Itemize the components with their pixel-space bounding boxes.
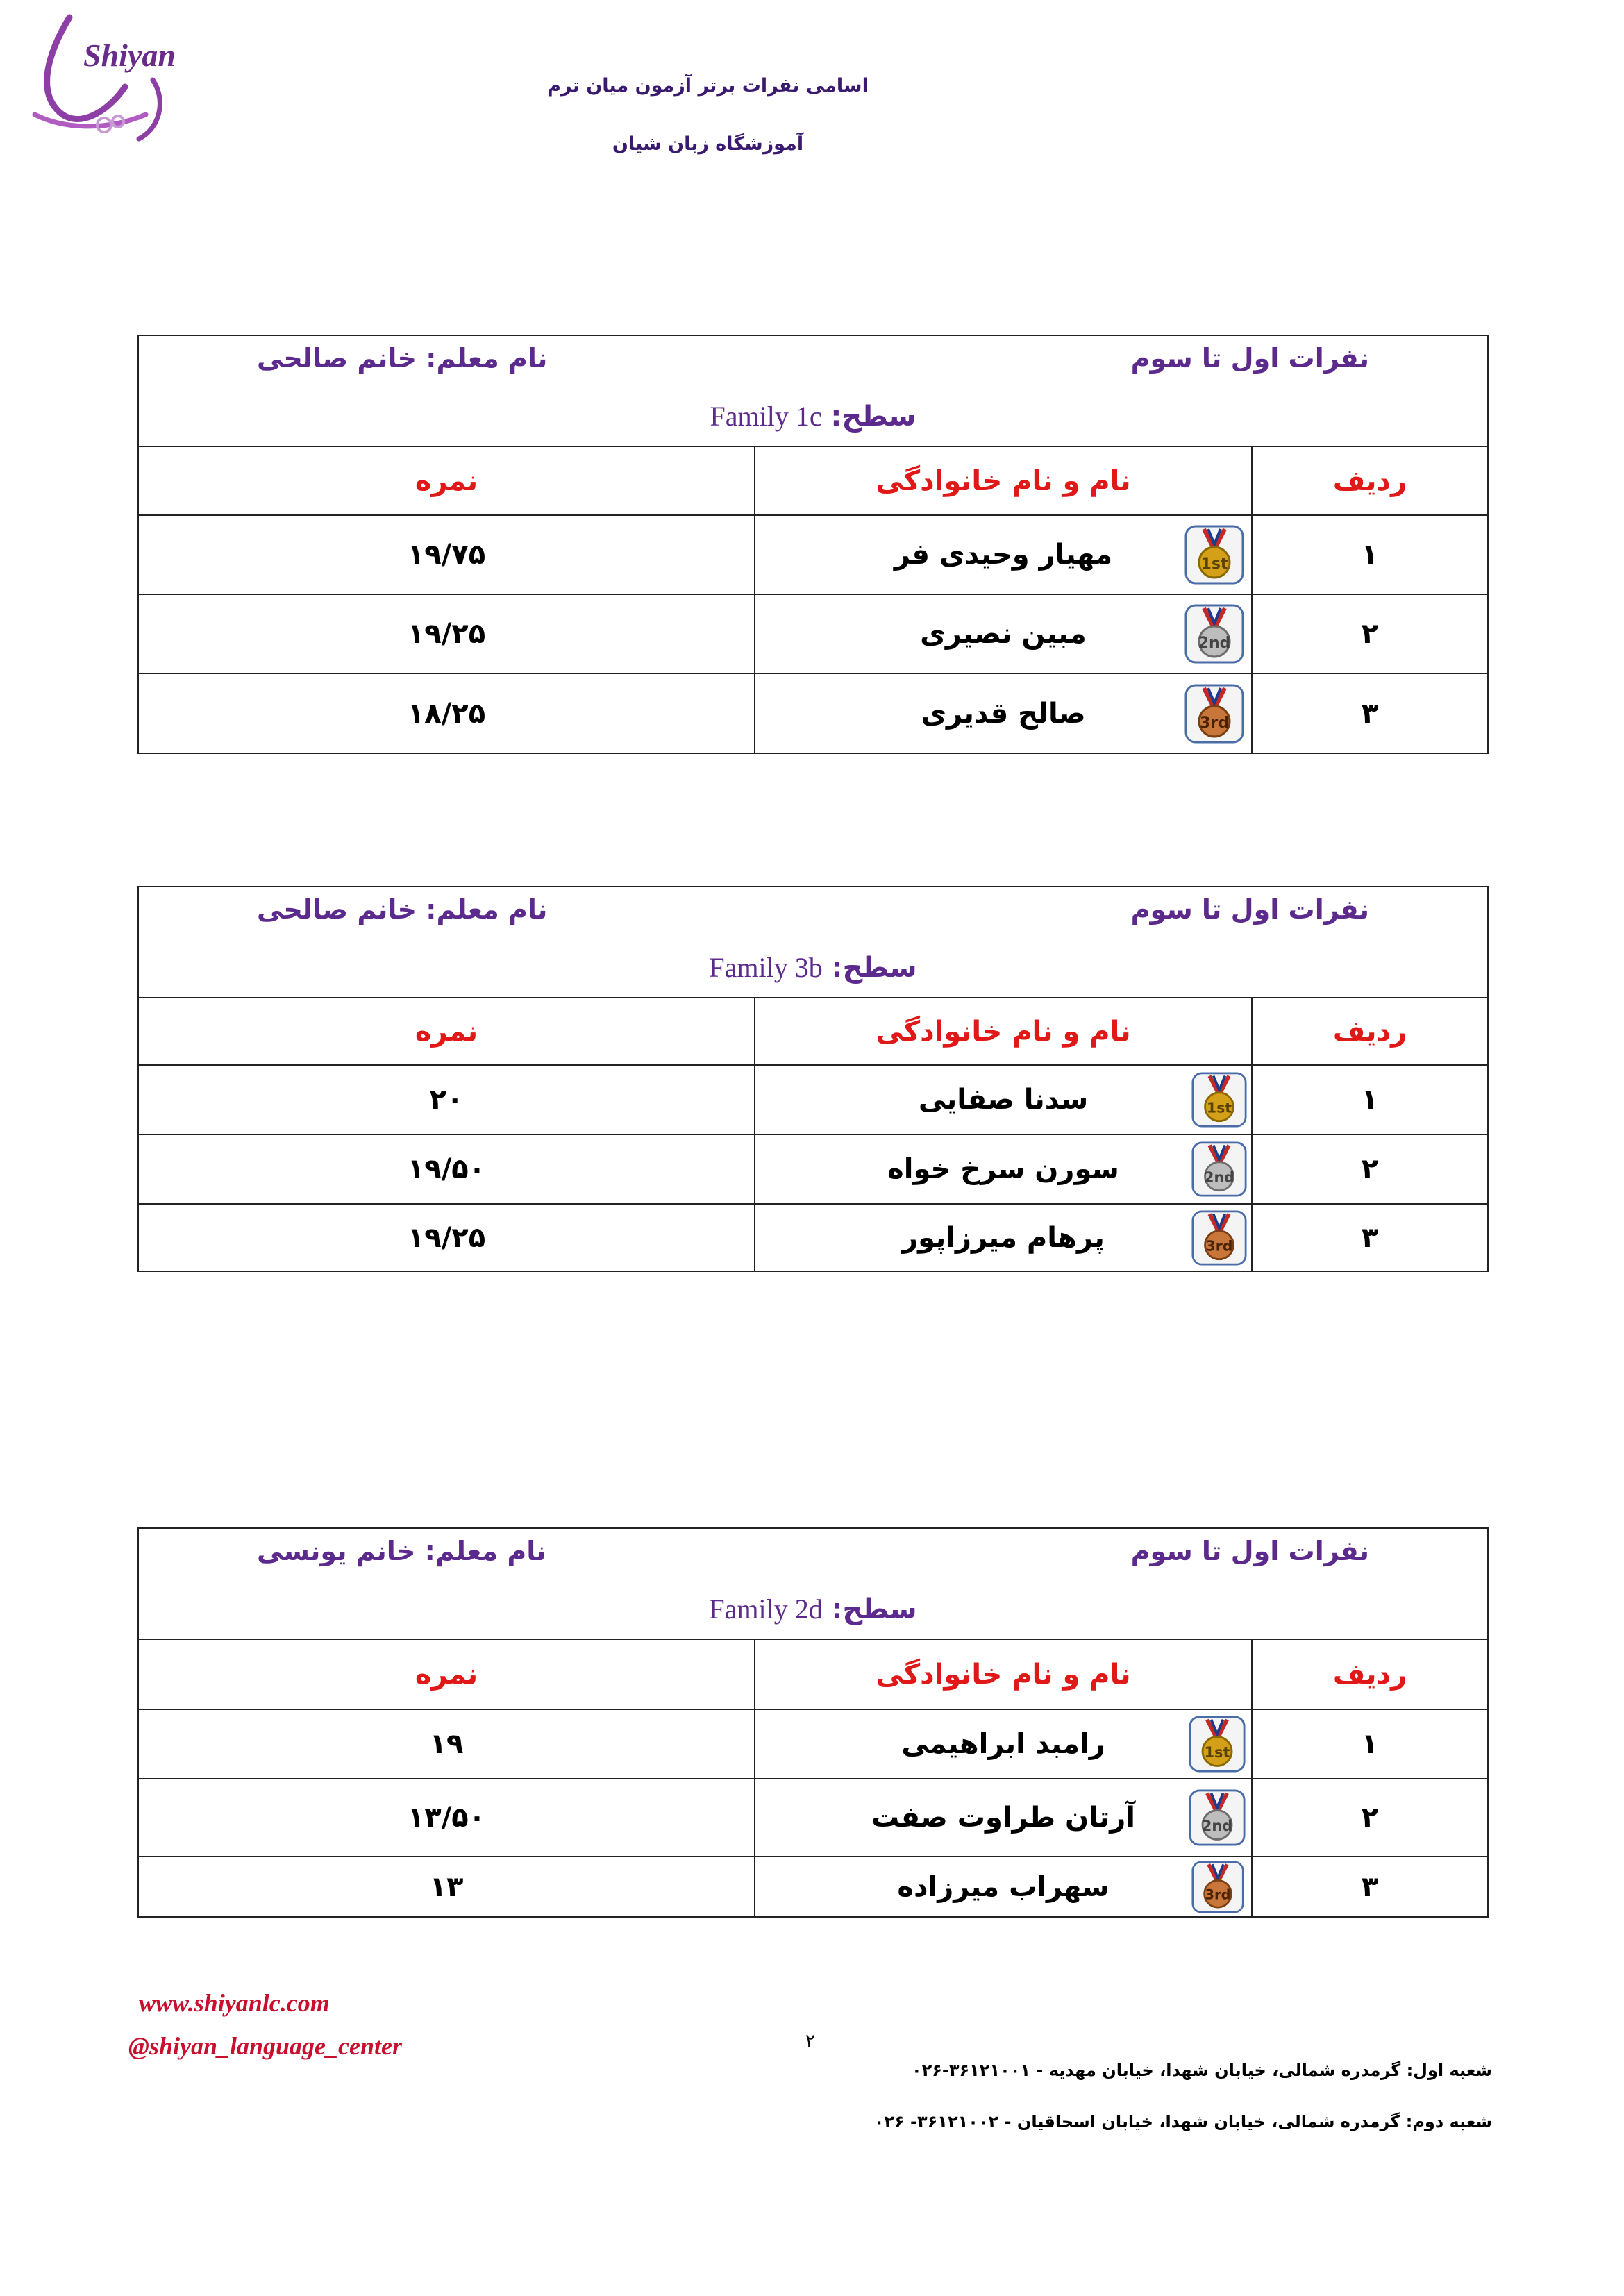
- name-cell: [755, 1065, 1252, 1134]
- score-cell: ۱۹/۲۵: [139, 1204, 755, 1271]
- student-name: مبین نصیری: [920, 618, 1087, 650]
- level-line: [139, 1593, 1487, 1625]
- instagram-handle[interactable]: @shiyan_language_center: [128, 2032, 402, 2060]
- table-header-row: [139, 447, 1487, 515]
- col-rank-header: ردیف: [1252, 998, 1487, 1065]
- silver-medal-icon: [1191, 1141, 1247, 1197]
- table-row: [139, 594, 1487, 673]
- block-header: [139, 336, 1487, 447]
- table-row: [139, 1204, 1487, 1271]
- table-header-row: [139, 998, 1487, 1065]
- svg-text:3rd: 3rd: [1200, 714, 1229, 732]
- table-row: [139, 1857, 1487, 1916]
- rank-cell: ۱: [1252, 515, 1487, 594]
- level-label: سطح:: [831, 1593, 917, 1625]
- col-score-header: نمره: [415, 1015, 478, 1048]
- results-block-3: [137, 1527, 1489, 1918]
- rank-cell: ۲: [1252, 1779, 1487, 1857]
- level-line: [139, 951, 1487, 984]
- name-cell: [755, 594, 1252, 673]
- results-table: [139, 1640, 1487, 1916]
- score-cell: ۱۸/۲۵: [139, 673, 755, 753]
- branch-2-address: شعبه دوم: گرمدره شمالی، خیابان شهدا، خیابان اسحاقیان - ۳۶۱۲۱۰۰۲- ۰۲۶: [873, 2112, 1492, 2131]
- block-title: نفرات اول تا سوم: [1130, 894, 1369, 925]
- svg-text:3rd: 3rd: [1205, 1886, 1231, 1903]
- student-name: سورن سرخ خواه: [887, 1153, 1119, 1185]
- student-name: سهراب میرزاده: [897, 1870, 1110, 1903]
- bronze-medal-icon: [1191, 1210, 1247, 1266]
- svg-text:1st: 1st: [1204, 1744, 1230, 1761]
- teacher-name: نام معلم: خانم یونسی: [257, 1536, 546, 1566]
- block-title: نفرات اول تا سوم: [1130, 343, 1369, 374]
- bronze-medal-icon: [1184, 684, 1244, 744]
- svg-text:3rd: 3rd: [1205, 1237, 1233, 1255]
- bronze-medal-icon: [1191, 1861, 1244, 1913]
- rank-cell: ۱: [1252, 1065, 1487, 1134]
- table-header-row: [139, 1640, 1487, 1709]
- col-score-header: نمره: [415, 464, 478, 497]
- level-value: Family 2d: [709, 1593, 823, 1625]
- rank-cell: ۳: [1252, 1204, 1487, 1271]
- rank-cell: ۲: [1252, 594, 1487, 673]
- rank-cell: ۱: [1252, 1709, 1487, 1779]
- table-row: [139, 1779, 1487, 1857]
- results-table: [139, 998, 1487, 1271]
- score-cell: ۱۳/۵۰: [139, 1779, 755, 1857]
- svg-text:2nd: 2nd: [1198, 635, 1231, 652]
- col-name-header: نام و نام خانوادگی: [755, 1640, 1252, 1709]
- block-header: [139, 1529, 1487, 1640]
- website-link[interactable]: www.shiyanlc.com: [139, 1989, 330, 2017]
- results-block-1: [137, 335, 1489, 754]
- name-cell: [755, 515, 1252, 594]
- score-cell: ۱۹/۲۵: [139, 594, 755, 673]
- school-name: آموزشگاه زبان شیان: [612, 133, 804, 155]
- page-number: ۲: [805, 2031, 815, 2052]
- block-title: نفرات اول تا سوم: [1130, 1536, 1369, 1566]
- table-row: [139, 1709, 1487, 1779]
- level-line: [139, 400, 1487, 433]
- name-cell: [755, 1857, 1252, 1916]
- name-cell: [755, 1709, 1252, 1779]
- col-score-header: نمره: [415, 1658, 478, 1691]
- score-cell: ۲۰: [139, 1065, 755, 1134]
- silver-medal-icon: [1184, 604, 1244, 664]
- svg-text:2nd: 2nd: [1204, 1168, 1234, 1186]
- student-name: آرتان طراوت صفت: [871, 1802, 1135, 1834]
- col-name-header: نام و نام خانوادگی: [755, 998, 1252, 1065]
- table-row: [139, 1134, 1487, 1204]
- name-cell: [755, 1204, 1252, 1271]
- gold-medal-icon: [1191, 1072, 1247, 1128]
- teacher-name: نام معلم: خانم صالحی: [257, 343, 548, 374]
- student-name: مهیار وحیدی فر: [894, 539, 1113, 571]
- student-name: پرهام میرزاپور: [902, 1221, 1105, 1254]
- score-cell: ۱۹: [139, 1709, 755, 1779]
- rank-cell: ۳: [1252, 673, 1487, 753]
- col-rank-header: ردیف: [1252, 1640, 1487, 1709]
- level-label: سطح:: [831, 952, 917, 984]
- branch-1-address: شعبه اول: گرمدره شمالی، خیابان شهدا، خیابان مهدیه - ۳۶۱۲۱۰۰۱-۰۲۶: [911, 2061, 1492, 2080]
- level-value: Family 3b: [709, 952, 823, 983]
- gold-medal-icon: [1189, 1716, 1246, 1773]
- teacher-name: نام معلم: خانم صالحی: [257, 894, 548, 925]
- svg-text:2nd: 2nd: [1201, 1818, 1233, 1835]
- block-header: [139, 887, 1487, 998]
- level-value: Family 1c: [710, 401, 822, 432]
- name-cell: [755, 1134, 1252, 1204]
- table-row: [139, 1065, 1487, 1134]
- document-title: اسامی نفرات برتر آزمون میان ترم: [547, 75, 869, 97]
- score-cell: ۱۹/۵۰: [139, 1134, 755, 1204]
- table-row: [139, 515, 1487, 594]
- student-name: صالح قدیری: [921, 697, 1086, 730]
- results-block-2: [137, 886, 1489, 1272]
- rank-cell: ۲: [1252, 1134, 1487, 1204]
- name-cell: [755, 673, 1252, 753]
- level-label: سطح:: [830, 401, 916, 433]
- table-row: [139, 673, 1487, 753]
- svg-text:1st: 1st: [1200, 555, 1228, 573]
- rank-cell: ۳: [1252, 1857, 1487, 1916]
- silver-medal-icon: [1189, 1789, 1246, 1846]
- score-cell: ۱۳: [139, 1857, 755, 1916]
- col-rank-header: ردیف: [1252, 447, 1487, 515]
- name-cell: [755, 1779, 1252, 1857]
- col-name-header: نام و نام خانوادگی: [755, 447, 1252, 515]
- logo-text: Shiyan: [83, 37, 176, 73]
- score-cell: ۱۹/۷۵: [139, 515, 755, 594]
- student-name: سدنا صفایی: [918, 1084, 1089, 1116]
- svg-text:1st: 1st: [1206, 1099, 1232, 1116]
- results-table: [139, 447, 1487, 753]
- student-name: رامبد ابراهیمی: [901, 1728, 1105, 1760]
- gold-medal-icon: [1184, 525, 1244, 585]
